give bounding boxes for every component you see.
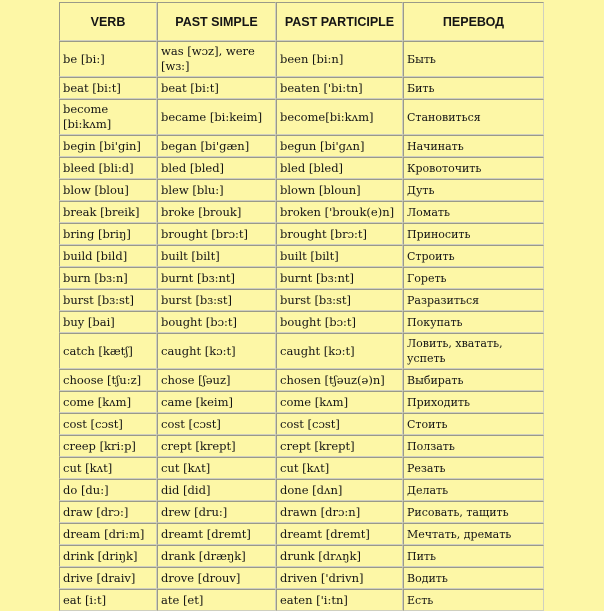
verb-cell: draw [drɔ:] (59, 501, 157, 523)
verb-cell: blow [blou] (59, 179, 157, 201)
verb-cell: be [bi:] (59, 41, 157, 77)
table-row (59, 333, 544, 369)
past-simple-cell: broke [brouk] (157, 201, 276, 223)
verb-cell: catch [kætʃ] (59, 333, 157, 369)
table-row (59, 501, 544, 523)
verb-cell: build [bild] (59, 245, 157, 267)
past-simple-cell: drew [dru:] (157, 501, 276, 523)
past-participle-cell: built [bilt] (276, 245, 403, 267)
translation-cell: Покупать (403, 311, 544, 333)
table-row (59, 201, 544, 223)
past-participle-cell: blown [bloun] (276, 179, 403, 201)
past-participle-cell: crept [krept] (276, 435, 403, 457)
past-simple-cell: drove [drouv] (157, 567, 276, 589)
translation-cell: Выбирать (403, 369, 544, 391)
translation-cell: Разразиться (403, 289, 544, 311)
past-simple-cell: beat [bi:t] (157, 77, 276, 99)
translation-cell: Водить (403, 567, 544, 589)
past-simple-cell: built [bilt] (157, 245, 276, 267)
translation-cell: Мечтать, дремать (403, 523, 544, 545)
past-simple-cell: burst [bɜ:st] (157, 289, 276, 311)
verb-cell: eat [i:t] (59, 589, 157, 611)
past-participle-cell: chosen [tʃəuz(ə)n] (276, 369, 403, 391)
column-header-past-participle: PAST PARTICIPLE (276, 2, 403, 41)
verb-cell: bring [briŋ] (59, 223, 157, 245)
past-simple-cell: did [did] (157, 479, 276, 501)
past-participle-cell: caught [kɔ:t] (276, 333, 403, 369)
table-row (59, 523, 544, 545)
table-row (59, 479, 544, 501)
past-participle-cell: drunk [drʌŋk] (276, 545, 403, 567)
past-participle-cell: been [bi:n] (276, 41, 403, 77)
table-row (59, 77, 544, 99)
past-participle-cell: bled [bled] (276, 157, 403, 179)
translation-cell: Стоить (403, 413, 544, 435)
verb-cell: burn [bɜ:n] (59, 267, 157, 289)
past-participle-cell: brought [brɔ:t] (276, 223, 403, 245)
past-participle-cell: bought [bɔ:t] (276, 311, 403, 333)
table-row (59, 223, 544, 245)
translation-cell: Рисовать, тащить (403, 501, 544, 523)
past-participle-cell: cut [kʌt] (276, 457, 403, 479)
table-row (59, 545, 544, 567)
verb-cell: creep [kri:p] (59, 435, 157, 457)
verb-cell: come [kʌm] (59, 391, 157, 413)
past-participle-cell: done [dʌn] (276, 479, 403, 501)
translation-cell: Приносить (403, 223, 544, 245)
translation-cell: Начинать (403, 135, 544, 157)
past-participle-cell: driven ['drivn] (276, 567, 403, 589)
translation-cell: Строить (403, 245, 544, 267)
table-row (59, 369, 544, 391)
verb-cell: become [bi:kʌm] (59, 99, 157, 135)
table-row (59, 267, 544, 289)
verb-cell: beat [bi:t] (59, 77, 157, 99)
past-simple-cell: dreamt [dremt] (157, 523, 276, 545)
past-participle-cell: burst [bɜ:st] (276, 289, 403, 311)
verb-cell: bleed [bli:d] (59, 157, 157, 179)
table-row (59, 99, 544, 135)
translation-cell: Резать (403, 457, 544, 479)
table-body (59, 41, 544, 611)
past-simple-cell: crept [krept] (157, 435, 276, 457)
table-row (59, 289, 544, 311)
translation-cell: Дуть (403, 179, 544, 201)
translation-cell: Кровоточить (403, 157, 544, 179)
translation-cell: Гореть (403, 267, 544, 289)
verb-cell: do [du:] (59, 479, 157, 501)
past-participle-cell: burnt [bɜ:nt] (276, 267, 403, 289)
table-row (59, 157, 544, 179)
column-header-verb: VERB (59, 2, 157, 41)
past-participle-cell: drawn [drɔ:n] (276, 501, 403, 523)
column-header-past-simple: PAST SIMPLE (157, 2, 276, 41)
past-participle-cell: come [kʌm] (276, 391, 403, 413)
translation-cell: Быть (403, 41, 544, 77)
past-simple-cell: began [bi'gæn] (157, 135, 276, 157)
past-participle-cell: eaten ['i:tn] (276, 589, 403, 611)
irregular-verbs-table (59, 2, 544, 611)
translation-cell: Ползать (403, 435, 544, 457)
past-simple-cell: cost [cɔst] (157, 413, 276, 435)
past-participle-cell: cost [cɔst] (276, 413, 403, 435)
past-simple-cell: ate [et] (157, 589, 276, 611)
past-simple-cell: drank [dræŋk] (157, 545, 276, 567)
verb-cell: drink [driŋk] (59, 545, 157, 567)
translation-cell: Бить (403, 77, 544, 99)
verb-cell: dream [dri:m] (59, 523, 157, 545)
past-participle-cell: begun [bi'gʌn] (276, 135, 403, 157)
translation-cell: Ловить, хватать, успеть (403, 333, 544, 369)
past-simple-cell: cut [kʌt] (157, 457, 276, 479)
verb-cell: buy [bai] (59, 311, 157, 333)
translation-cell: Делать (403, 479, 544, 501)
table-row (59, 179, 544, 201)
past-simple-cell: bled [bled] (157, 157, 276, 179)
table-row (59, 589, 544, 611)
past-simple-cell: came [keim] (157, 391, 276, 413)
verb-cell: drive [draiv] (59, 567, 157, 589)
verb-cell: cut [kʌt] (59, 457, 157, 479)
table-row (59, 311, 544, 333)
verb-cell: break [breik] (59, 201, 157, 223)
verb-cell: cost [cɔst] (59, 413, 157, 435)
table-row (59, 413, 544, 435)
past-participle-cell: become[bi:kʌm] (276, 99, 403, 135)
past-participle-cell: beaten ['bi:tn] (276, 77, 403, 99)
translation-cell: Пить (403, 545, 544, 567)
table-row (59, 435, 544, 457)
past-simple-cell: bought [bɔ:t] (157, 311, 276, 333)
table-row (59, 245, 544, 267)
verb-cell: burst [bɜ:st] (59, 289, 157, 311)
past-simple-cell: was [wɔz], were [wɜ:] (157, 41, 276, 77)
verb-cell: begin [bi'gin] (59, 135, 157, 157)
table-row (59, 457, 544, 479)
past-simple-cell: became [bi:keim] (157, 99, 276, 135)
table-row (59, 391, 544, 413)
past-simple-cell: caught [kɔ:t] (157, 333, 276, 369)
past-simple-cell: blew [blu:] (157, 179, 276, 201)
verb-cell: choose [tʃu:z] (59, 369, 157, 391)
column-header-translation: ПЕРЕВОД (403, 2, 544, 41)
translation-cell: Ломать (403, 201, 544, 223)
table-row (59, 567, 544, 589)
translation-cell: Есть (403, 589, 544, 611)
table-header-row (59, 2, 544, 41)
past-simple-cell: burnt [bɜ:nt] (157, 267, 276, 289)
table-row (59, 41, 544, 77)
translation-cell: Становиться (403, 99, 544, 135)
past-participle-cell: dreamt [dremt] (276, 523, 403, 545)
past-simple-cell: chose [ʃəuz] (157, 369, 276, 391)
past-participle-cell: broken ['brouk(e)n] (276, 201, 403, 223)
table-row (59, 135, 544, 157)
translation-cell: Приходить (403, 391, 544, 413)
past-simple-cell: brought [brɔ:t] (157, 223, 276, 245)
